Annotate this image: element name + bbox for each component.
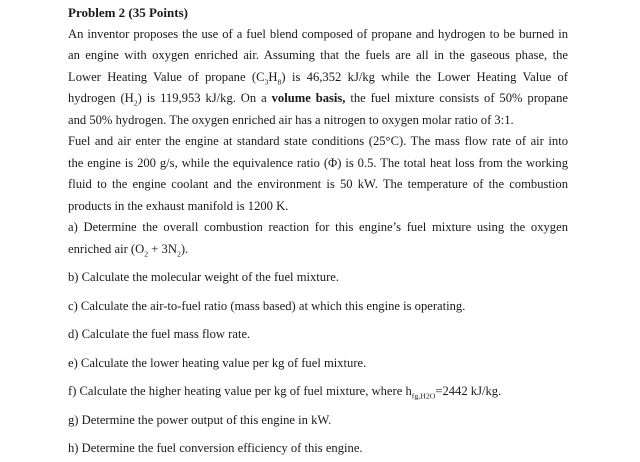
intro-paragraph — [68, 24, 568, 132]
intro-paragraph-line: an engine with oxygen enriched air. Assuming that the fuels are all in the gaseous phase, the — [68, 48, 568, 62]
conditions-paragraph — [68, 131, 568, 217]
item-c-line: c) Calculate the air-to-fuel ratio (mass based) at which this engine is operating. — [68, 298, 466, 313]
item-h-line: h) Determine the fuel conversion efficiency of this engine. — [68, 441, 363, 455]
conditions-paragraph-line: Fuel and air enter the engine at standard state conditions (25°C). The mass flow rate of air into — [68, 134, 568, 148]
intro-paragraph-line: An inventor proposes the use of a fuel blend composed of propane and hydrogen to be burned in — [68, 26, 568, 41]
intro-paragraph-line: Lower Heating Value of propane $(C_3H_8)$ is 46,352 kJ/kg while the Lower Heating Value of — [68, 69, 568, 87]
intro-paragraph-line: and 50% hydrogen. The oxygen enriched air has a nitrogen to oxygen molar ratio of 3:1. — [68, 112, 514, 127]
item-c — [68, 296, 568, 318]
problem-heading: Problem 2 (35 Points) — [68, 5, 188, 20]
item-g — [68, 410, 568, 432]
item-e-line: e) Calculate the lower heating value per kg of fuel mixture. — [68, 355, 367, 370]
document-body — [68, 24, 568, 460]
item-a-line: a) Determine the overall combustion reaction for this engine’s fuel mixture using the oxygen — [68, 220, 568, 234]
problem-document — [68, 2, 568, 460]
item-h — [68, 438, 568, 460]
item-f-line: f) Calculate the higher heating value per kg of fuel mixture, where $h_{fg,H2O}=2442$ kJ/kg. — [68, 384, 502, 401]
item-b — [68, 267, 568, 289]
item-d-line: d) Calculate the fuel mass flow rate. — [68, 327, 251, 341]
item-e — [68, 353, 568, 375]
item-d — [68, 324, 568, 346]
item-a — [68, 217, 568, 260]
item-f — [68, 381, 568, 403]
conditions-paragraph-line: the engine is 200 g/s, while the equivalence ratio (Φ) is 0.5. The total heat loss from the working — [68, 155, 568, 170]
item-b-line: b) Calculate the molecular weight of the fuel mixture. — [68, 270, 340, 284]
intro-paragraph-line: hydrogen $(H_2)$ is 119,953 kJ/kg. On a volume basis, the fuel mixture consists of 50% propane — [68, 91, 568, 108]
item-a-line: enriched air $(O_2 + 3N_2)$. — [68, 241, 189, 259]
conditions-paragraph-line: products in the exhaust manifold is 1200 K. — [68, 198, 289, 213]
item-g-line: g) Determine the power output of this engine in kW. — [68, 412, 332, 427]
conditions-paragraph-line: fluid to the engine coolant and the environment is 50 kW. The temperature of the combustion — [68, 177, 568, 191]
